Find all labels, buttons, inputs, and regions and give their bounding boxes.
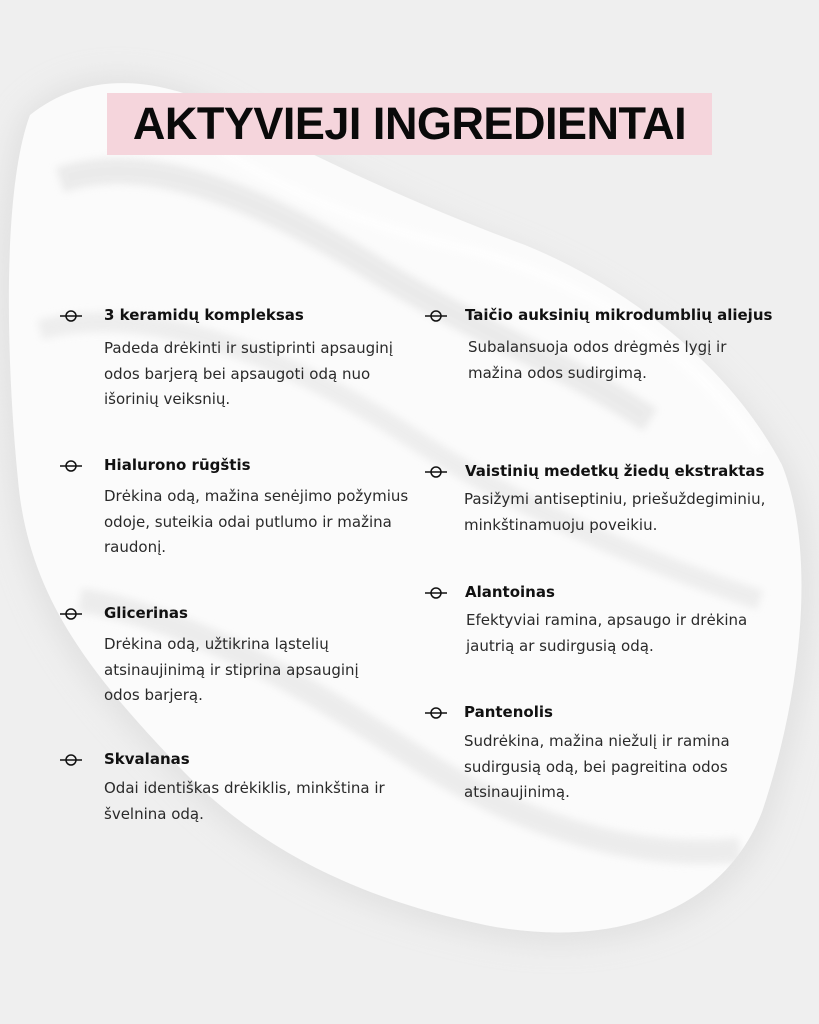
ingredient-description: Odai identiškas drėkiklis, minkština ir švelnina odą.: [104, 779, 385, 823]
ingredient-name: Taičio auksinių mikrodumblių aliejus: [465, 306, 773, 324]
ingredient-description: Sudrėkina, mažina niežulį ir ramina sudirgusią odą, bei pagreitina odos atsinaujinimą.: [464, 732, 730, 801]
page-title: AKTYVIEJI INGREDIENTAI: [132, 98, 687, 149]
ingredient-name: Alantoinas: [465, 583, 555, 601]
ingredient-name: Hialurono rūgštis: [104, 456, 251, 474]
circle-bar-bullet-icon: [60, 459, 82, 473]
ingredient-description: Padeda drėkinti ir sustiprinti apsauginį odos barjerą bei apsaugoti odą nuo išorinių veiksnių.: [104, 339, 393, 408]
ingredient-name: Pantenolis: [464, 703, 553, 721]
circle-bar-bullet-icon: [425, 706, 447, 720]
title-banner: [107, 93, 712, 155]
ingredient-name: Skvalanas: [104, 750, 190, 768]
ingredient-description: Pasižymi antiseptiniu, priešuždegiminiu, minkštinamuoju poveikiu.: [464, 490, 766, 534]
ingredient-name: 3 keramidų kompleksas: [104, 306, 304, 324]
circle-bar-bullet-icon: [60, 753, 82, 767]
ingredient-description: Efektyviai ramina, apsaugo ir drėkina jautrią ar sudirgusią odą.: [466, 611, 748, 655]
circle-bar-bullet-icon: [425, 586, 447, 600]
circle-bar-bullet-icon: [60, 309, 82, 323]
ingredient-name: Vaistinių medetkų žiedų ekstraktas: [465, 462, 765, 480]
circle-bar-bullet-icon: [425, 465, 447, 479]
circle-bar-bullet-icon: [60, 607, 82, 621]
ingredient-description: Drėkina odą, užtikrina ląstelių atsinaujinimą ir stiprina apsauginį odos barjerą.: [104, 635, 359, 704]
circle-bar-bullet-icon: [425, 309, 447, 323]
ingredient-name: Glicerinas: [104, 604, 188, 622]
ingredient-description: Subalansuoja odos drėgmės lygį ir mažina odos sudirgimą.: [468, 338, 727, 382]
ingredient-description: Drėkina odą, mažina senėjimo požymius odoje, suteikia odai putlumo ir mažina raudonį.: [104, 487, 409, 556]
